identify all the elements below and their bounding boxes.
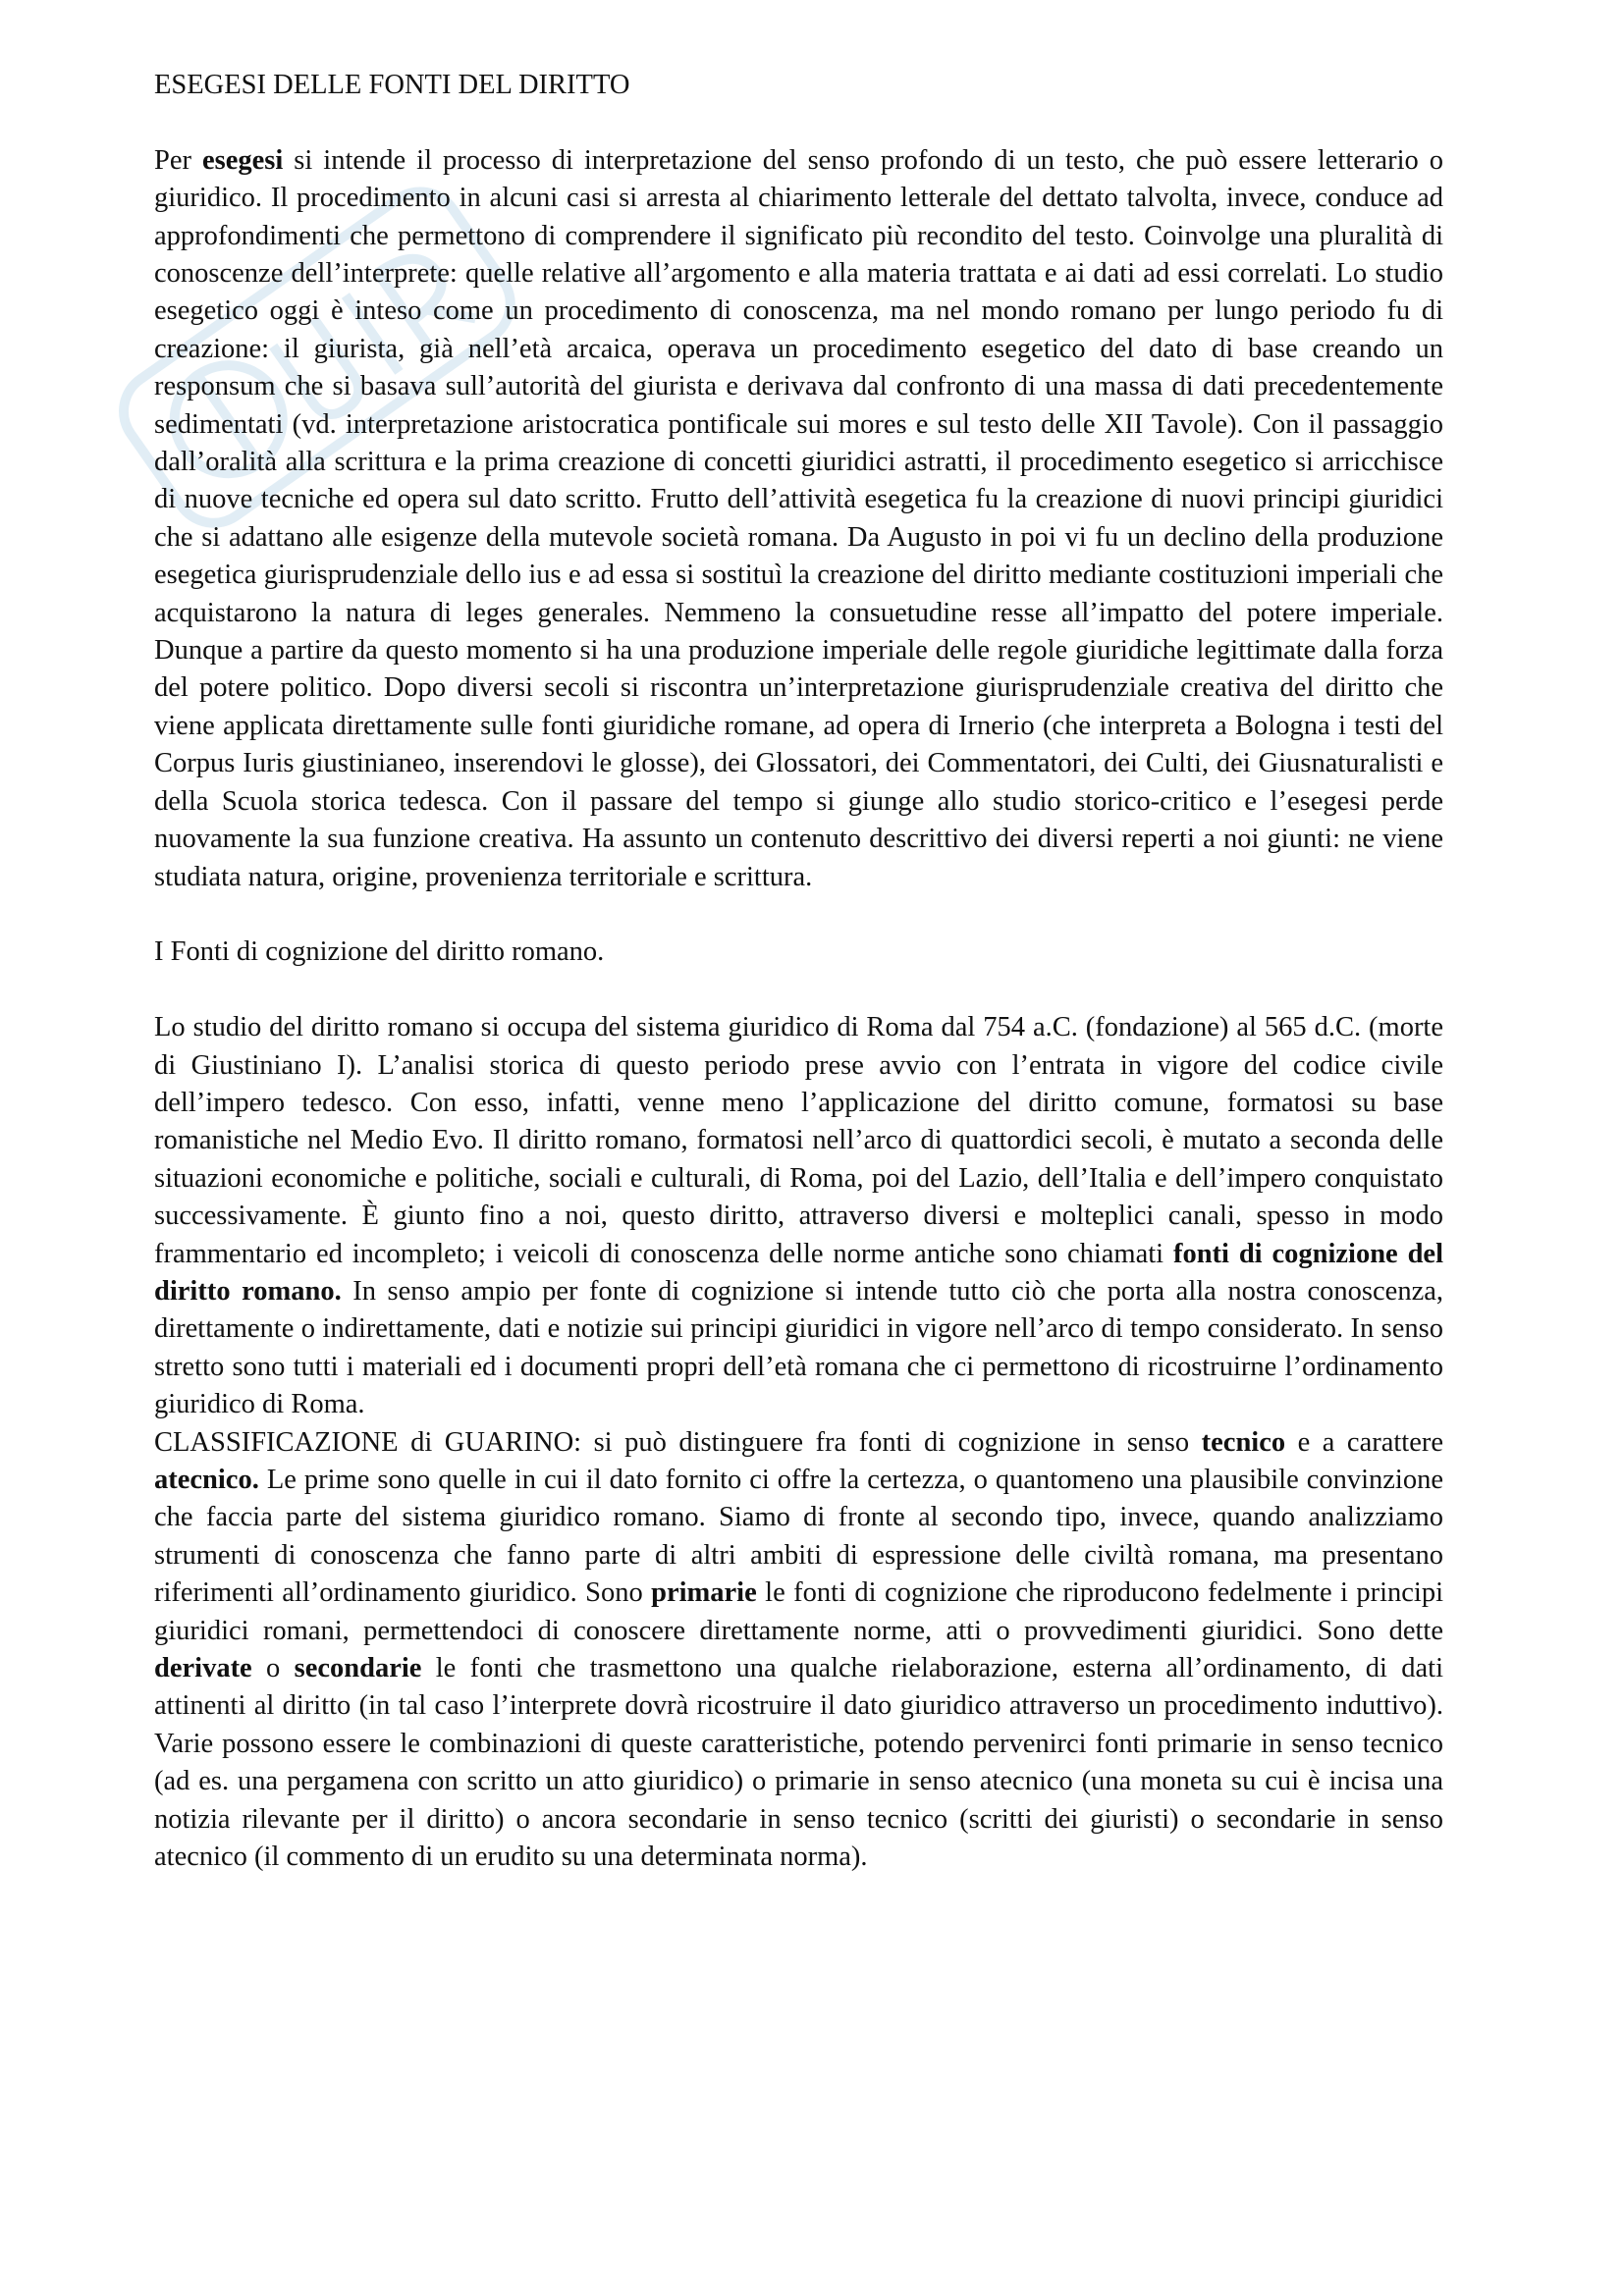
paragraph-diritto-romano: [154, 1009, 1443, 1423]
bold-term: esegesi: [201, 144, 284, 176]
text-run: o: [251, 1653, 295, 1684]
text-run: CLASSIFICAZIONE di GUARINO: si può distinguere fra fonti di cognizione in senso: [154, 1426, 1202, 1458]
text-run: si intende il processo di interpretazione del senso profondo di un testo, che può essere letterario o giuridico. Il procedimento in alcuni casi si arresta al chiarimento letterale del dettato talvolta, invece, conduce ad approfondimenti che permettono di comprendere il significato più recondito del testo. Coinvolge una pluralità di conoscenze dell’interprete: quelle relative all’argomento e alla materia trattata e ai dati ad essi correlati. Lo studio esegetico oggi è inteso come un procedimento di conoscenza, ma nel mondo romano per lungo periodo fu di creazione: il giurista, già nell’età arcaica, operava un procedimento esegetico del dato di base creando un responsum che si basava sull’autorità del giurista e derivava dal confronto di una massa di dati precedentemente sedimentati (vd. interpretazione aristocratica pontificale sui mores e sul testo delle XII Tavole). Con il passaggio dall’oralità alla scrittura e la prima creazione di concetti giuridici astratti, il procedimento esegetico si arricchisce di nuove tecniche ed opera sul dato scritto. Frutto dell’attività esegetica fu la creazione di nuovi principi giuridici che si adattano alle esigenze della mutevole società romana. Da Augusto in poi vi fu un declino della produzione esegetica giurisprudenziale dello ius e ad essa si sostituì la creazione del diritto mediante costituzioni imperiali che acquistarono la natura di leges generales. Nemmeno la consuetudine resse all’impatto del potere imperiale. Dunque a partire da questo momento si ha una produzione imperiale delle regole giuridiche legittimate dalla forza del potere politico. Dopo diversi secoli si riscontra un’interpretazione giurisprudenziale creativa del diritto che viene applicata direttamente sulle fonti giuridiche romane, ad opera di Irnerio (che interpreta a Bologna i testi del Corpus Iuris giustinianeo, inserendovi le glosse), dei Glossatori, dei Commentatori, dei Culti, dei Giusnaturalisti e della Scuola storica tedesca. Con il passare del tempo si giunge allo studio storico-critico e l’esegesi perde nuovamente la sua funzione creativa. Ha assunto un contenuto descrittivo dei diversi reperti a noi giunti: ne viene studiata natura, origine, provenienza territoriale e scrittura.: [154, 144, 1443, 892]
bold-term: atecnico.: [154, 1464, 259, 1495]
text-run: In senso ampio per fonte di cognizione si intende tutto ciò che porta alla nostra conoscenza, direttamente o indirettamente, dati e notizie sui principi giuridici in vigore nell’arco di tempo considerato. In senso stretto sono tutti i materiali ed i documenti propri dell’età romana che ci permettono di ricostruirne l’ordinamento giuridico di Roma.: [154, 1275, 1443, 1420]
document-body: [154, 67, 1443, 1876]
text-run: le fonti che trasmettono una qualche rielaborazione, esterna all’ordinamento, di dati attinenti al diritto (in tal caso l’interprete dovrà ricostruire il dato giuridico attraverso un procedimento induttivo). Varie possono essere le combinazioni di queste caratteristiche, potendo pervenirci fonti primarie in senso tecnico (ad es. una pergamena con scritto un atto giuridico) o primarie in senso atecnico (una moneta su cui è incisa una notizia rilevante per il diritto) o ancora secondarie in senso tecnico (scritti dei giuristi) o secondarie in senso atecnico (il commento di un erudito su una determinata norma).: [154, 1653, 1444, 1873]
text-run: le fonti di cognizione che riproducono fedelmente i principi giuridici romani, permettendoci di conoscere direttamente norme, atti o provvedimenti giuridici. Sono dette: [154, 1577, 1443, 1646]
bold-term: secondarie: [294, 1653, 422, 1684]
spacer: [154, 896, 1443, 934]
spacer: [154, 104, 1443, 141]
document-title: ESEGESI DELLE FONTI DEL DIRITTO: [154, 70, 630, 100]
bold-term: derivate: [154, 1653, 252, 1684]
section-title: I Fonti di cognizione del diritto romano.: [154, 936, 605, 968]
spacer: [154, 972, 1443, 1009]
bold-term: fonti di cognizione del diritto romano.: [154, 1238, 1443, 1307]
text-run: Le prime sono quelle in cui il dato fornito ci offre la certezza, o quantomeno una plausibile convinzione che faccia parte del sistema giuridico romano. Siamo di fronte al secondo tipo, invece, quando analizziamo strumenti di conoscenza che fanno parte di altri ambiti di espressione delle civiltà romana, ma presentano riferimenti all’ordinamento giuridico. Sono: [154, 1464, 1443, 1609]
text-run: Per: [154, 144, 202, 176]
paragraph-esegesi: [154, 142, 1443, 896]
text-run: Lo studio del diritto romano si occupa del sistema giuridico di Roma dal 754 a.C. (fondazione) al 565 d.C. (morte di Giustiniano I). L’analisi storica di questo periodo prese avvio con l’entrata in vigore del codice civile dell’impero tedesco. Con esso, infatti, venne meno l’applicazione del diritto comune, formatosi su base romanistiche nel Medio Evo. Il diritto romano, formatosi nell’arco di quattordici secoli, è mutato a seconda delle situazioni economiche e politiche, sociali e culturali, di Roma, poi del Lazio, dell’Italia e dell’impero conquistato successivamente. È giunto fino a noi, questo diritto, attraverso diversi e molteplici canali, spesso in modo frammentario ed incompleto; i veicoli di conoscenza delle norme antiche sono chiamati: [154, 1012, 1443, 1269]
paragraph-classificazione: [154, 1424, 1443, 1877]
bold-term: primarie: [651, 1577, 757, 1609]
bold-term: tecnico: [1201, 1426, 1286, 1458]
text-run: e a carattere: [1285, 1426, 1443, 1458]
